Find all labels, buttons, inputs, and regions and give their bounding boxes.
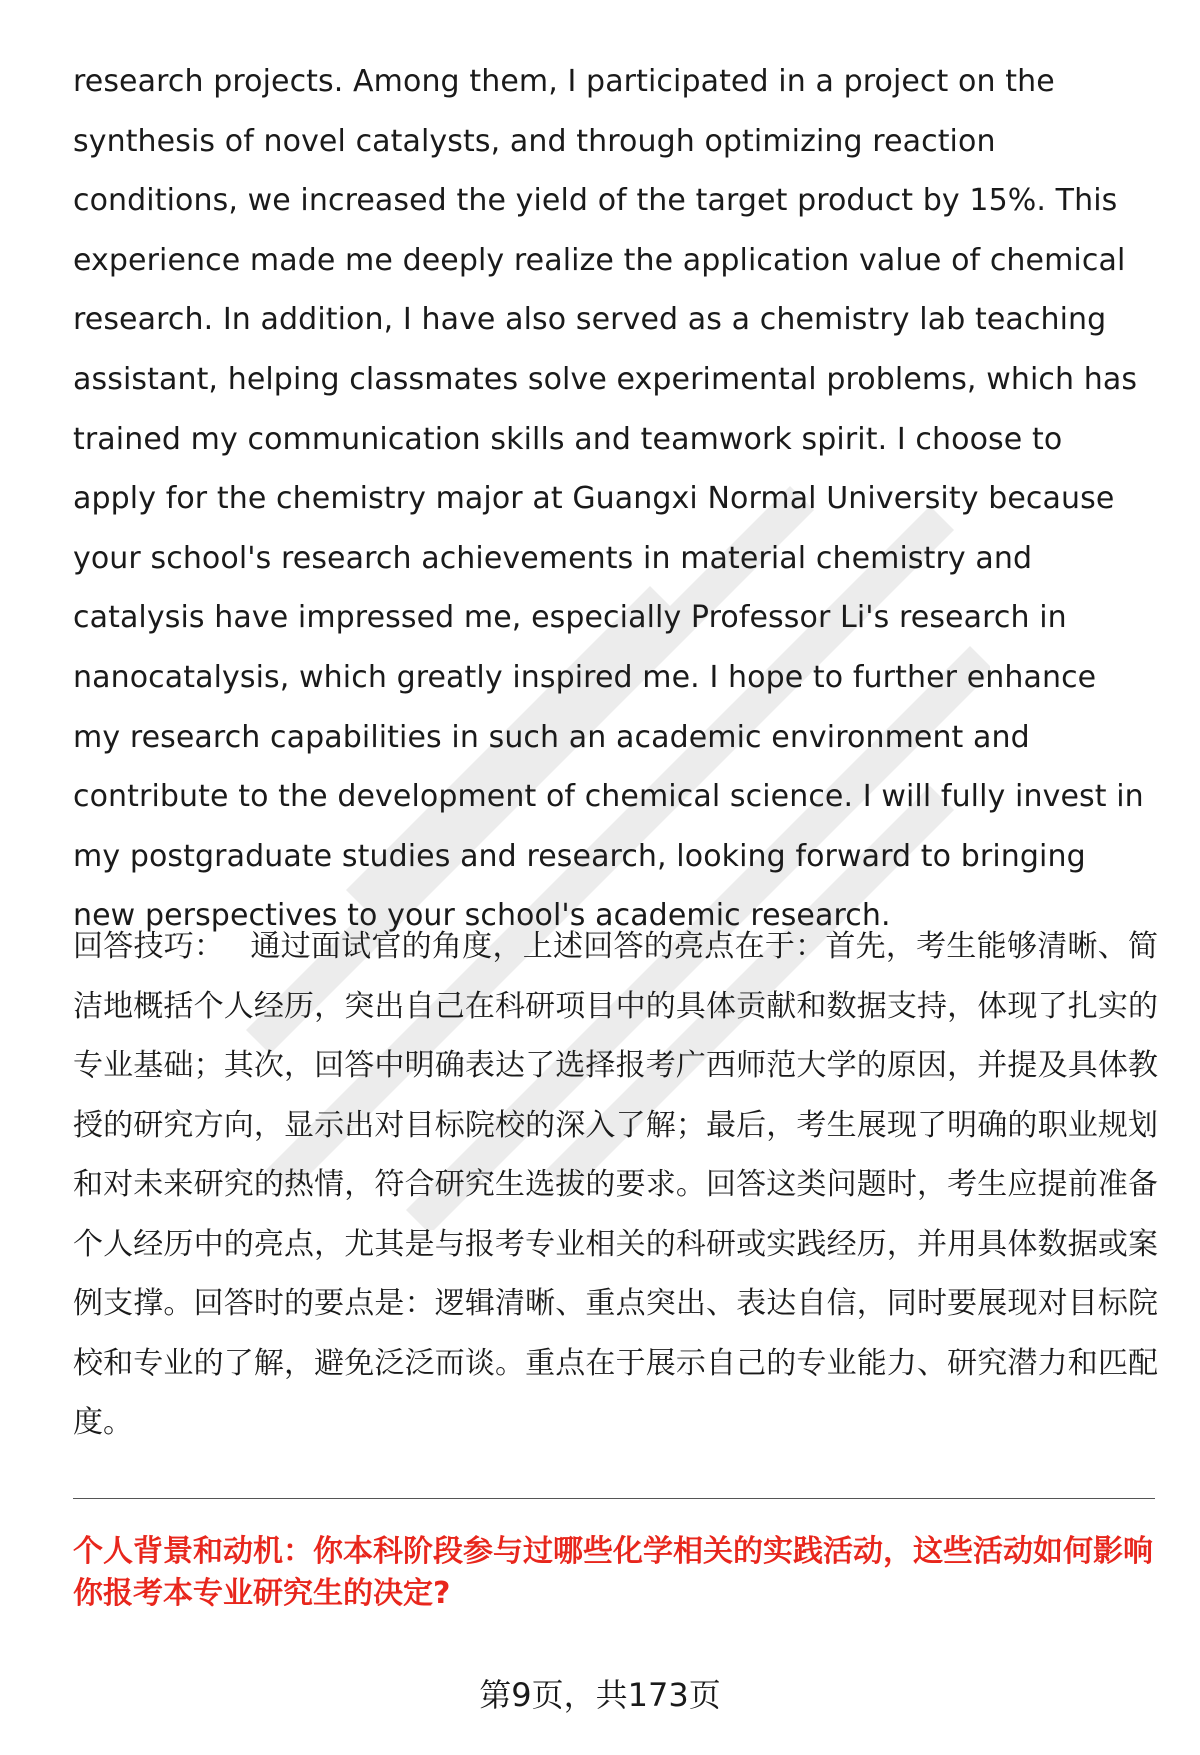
question-heading	[73, 1531, 1158, 1615]
tips-label: 回答技巧：	[73, 929, 225, 964]
section-divider	[73, 1498, 1155, 1499]
tips-text: 通过面试官的角度，上述回答的亮点在于：首先，考生能够清晰、简洁地概括个人经历，突出自己在科研项目中的具体贡献和数据支持，体现了扎实的专业基础；其次，回答中明确表达了选择报考广西师范大学的原因，并提及具体教授的研究方向，显示出对目标院校的深入了解；最后，考生展现了明确的职业规划和对未来研究的热情，符合研究生选拔的要求。回答这类问题时，考生应提前准备个人经历中的亮点，尤其是与报考专业相关的科研或实践经历，并用具体数据或案例支撑。回答时的要点是：逻辑清晰、重点突出、表达自信，同时要展现对目标院校和专业的了解，避免泛泛而谈。重点在于展示自己的专业能力、研究潜力和匹配度。	[73, 929, 1159, 1440]
page-number: 第9页，共173页	[479, 1676, 721, 1714]
question-text: 个人背景和动机：你本科阶段参与过哪些化学相关的实践活动，这些活动如何影响你报考本专业研究生的决定?	[73, 1534, 1153, 1611]
answer-paragraph	[73, 52, 1153, 946]
answer-tips	[73, 917, 1158, 1453]
answer-text: research projects. Among them, I participated in a project on the synthesis of novel catalysts, and through optimizing reaction conditions, we increased the yield of the target product by 15%. This experience made me deeply realize the application value of chemical research. In addition, I have also served as a chemistry lab teaching assistant, helping classmates solve experimental problems, which has trained my communication skills and teamwork spirit. I choose to apply for the chemistry major at Guangxi Normal University because your school's research achievements in material chemistry and catalysis have impressed me, especially Professor Li's research in nanocatalysis, which greatly inspired me. I hope to further enhance my research capabilities in such an academic environment and contribute to the development of chemical science. I will fully invest in my postgraduate studies and research, looking forward to bringing new perspectives to your school's academic research.	[73, 64, 1144, 934]
